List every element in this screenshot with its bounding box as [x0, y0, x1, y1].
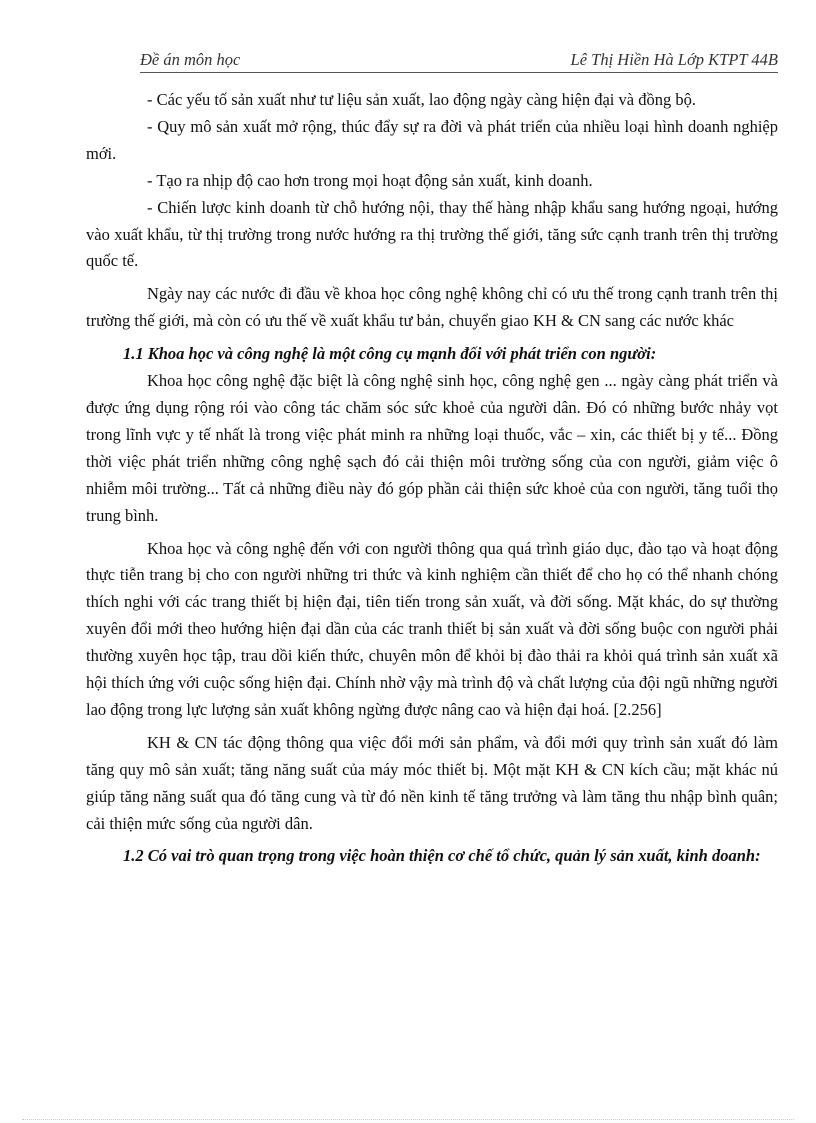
header-author-class: Lê Thị Hiền Hà Lớp KTPT 44B: [570, 50, 778, 69]
body-paragraph: Khoa học công nghệ đặc biệt là công nghệ sinh học, công nghệ gen ... ngày càng phát triển và được ứng dụng rộng rói vào công tác chăm sóc sức khoẻ của người dân. Đó có những bước nhảy vọt trong lĩnh vực y tế nhất là trong việc phát minh ra những loại thuốc, vắc – xin, các thiết bị y tế... Đồng thời việc phát triển những công nghệ sạch đó cải thiện môi trường sống của con người, giảm việc ô nhiễm môi trường... Tất cả những điều này đó góp phần cải thiện sức khoẻ của con người, tăng tuổi thọ trung bình.: [86, 371, 778, 525]
header-course-title: Đề án môn học: [140, 50, 241, 69]
bullet-paragraph: - Quy mô sản xuất mở rộng, thúc đẩy sự ra đời và phát triển của nhiều loại hình doanh nghiệp mới.: [86, 116, 778, 163]
page-bottom-divider: [22, 1119, 794, 1120]
bullet-paragraph: - Chiến lược kinh doanh từ chỗ hướng nội, thay thế hàng nhập khẩu sang hướng ngoại, hướng vào xuất khẩu, từ thị trường trong nước hướng ra thị trường thế giới, tăng sức cạnh tranh trên thị trường quốc tế.: [86, 197, 778, 271]
page-header: [140, 50, 778, 73]
document-body: [86, 87, 778, 870]
body-paragraph: Khoa học và công nghệ đến với con người thông qua quá trình giáo dục, đào tạo và hoạt động thực tiễn trang bị cho con người những tri thức và kinh nghiệm cần thiết để cho họ có thể nhanh chóng thích nghi với các trang thiết bị hiện đại, tiên tiến trong sản xuất, và đời sống. Mặt khác, do sự thường xuyên đổi mới theo hướng hiện đại dần của các tranh thiết bị sản xuất và đời sống buộc con người phải thường xuyên học tập, trau dồi kiến thức, chuyên môn để khỏi bị đào thải ra khỏi quá trình sản xuất xã hội thích ứng với cuộc sống hiện đại. Chính nhờ vậy mà trình độ và chất lượng của đội ngũ những người lao động trong lực lượng sản xuất không ngừng được nâng cao và hiện đại hoá. [2.256]: [86, 538, 778, 719]
body-paragraph: KH & CN tác động thông qua việc đổi mới sản phẩm, và đổi mới quy trình sản xuất đó làm tăng quy mô sản xuất; tăng năng suất của máy móc thiết bị. Một mặt KH & CN kích cầu; mặt khác nú giúp tăng năng suất qua đó tăng cung và từ đó nền kinh tế tăng trưởng và làm tăng thu nhập bình quân; cải thiện mức sống của người dân.: [86, 732, 778, 833]
bullet-paragraph: - Các yếu tố sản xuất như tư liệu sản xuất, lao động ngày càng hiện đại và đồng bộ.: [147, 90, 696, 109]
bullet-paragraph: - Tạo ra nhịp độ cao hơn trong mọi hoạt động sản xuất, kinh doanh.: [147, 170, 593, 190]
section-heading-1-2: 1.2 Có vai trò quan trọng trong việc hoàn thiện cơ chế tổ chức, quản lý sản xuất, kinh doanh:: [123, 846, 761, 866]
section-heading-1-1: 1.1 Khoa học và công nghệ là một công cụ mạnh đối với phát triển con người:: [123, 344, 657, 364]
body-paragraph: Ngày nay các nước đi đầu về khoa học công nghệ không chỉ có ưu thế trong cạnh tranh trên thị trường thế giới, mà còn có ưu thế về xuất khẩu tư bản, chuyển giao KH & CN sang các nước khác: [86, 284, 778, 331]
